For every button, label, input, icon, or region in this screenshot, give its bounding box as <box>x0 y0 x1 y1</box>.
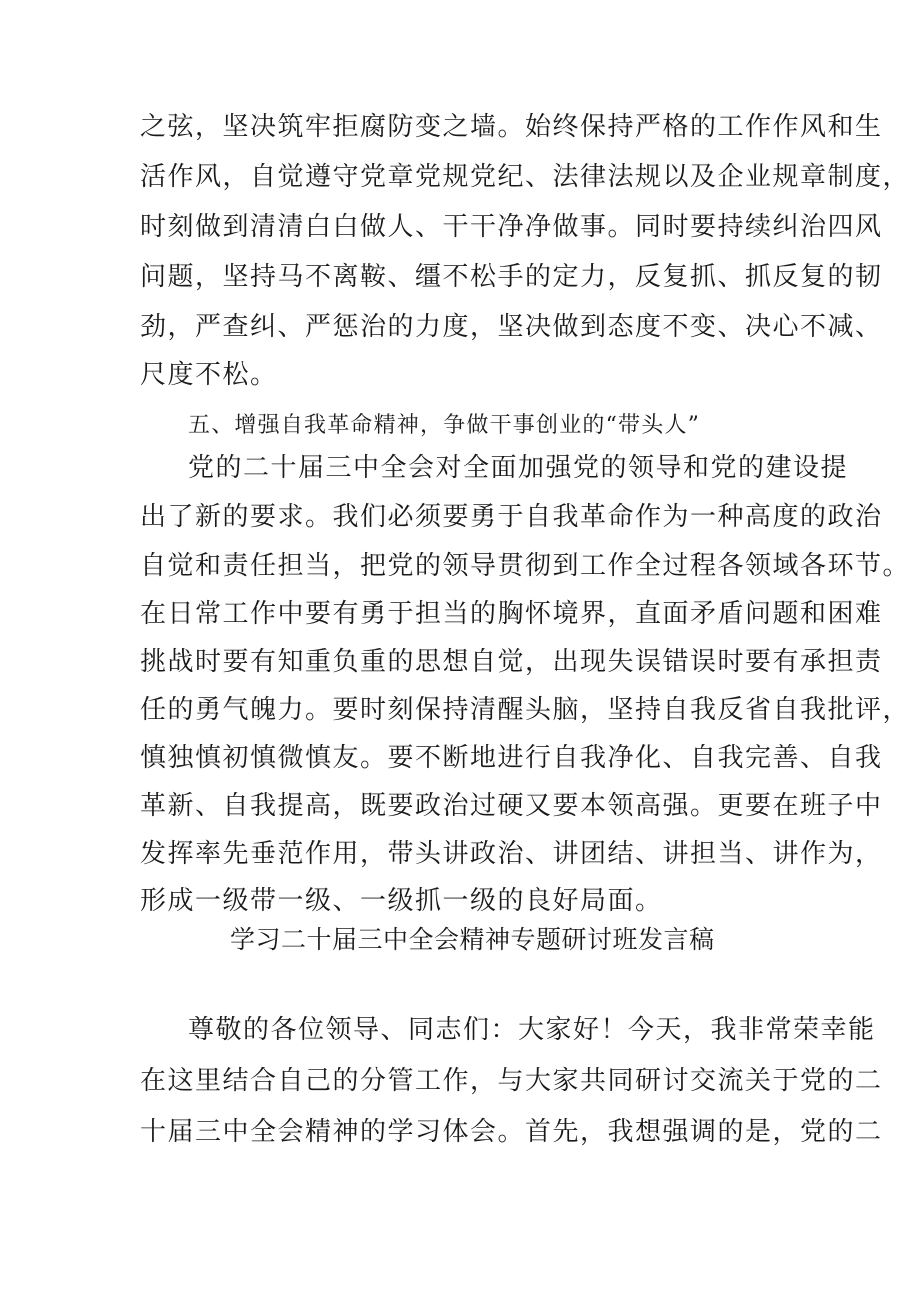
paragraph-line: 党的二十届三中全会对全面加强党的领导和党的建设提 <box>188 453 849 483</box>
paragraph-line: 慎独慎初慎微慎友。要不断地进行自我净化、自我完善、自我 <box>140 743 883 773</box>
paragraph-line: 活作风，自觉遵守党章党规党纪、法律法规以及企业规章制度， <box>140 162 911 192</box>
paragraph-line: 革新、自我提高，既要政治过硬又要本领高强。更要在班子中 <box>140 791 883 821</box>
document-title: 学习二十届三中全会精神专题研讨班发言稿 <box>230 925 715 954</box>
paragraph-line: 尊敬的各位领导、同志们：大家好！今天，我非常荣幸能 <box>188 1015 876 1045</box>
paragraph-line: 十届三中全会精神的学习体会。首先，我想强调的是，党的二 <box>140 1117 883 1147</box>
paragraph-line: 尺度不松。 <box>140 360 278 390</box>
paragraph-line: 之弦，坚决筑牢拒腐防变之墙。始终保持严格的工作作风和生 <box>140 112 883 142</box>
paragraph-line: 在日常工作中要有勇于担当的胸怀境界，直面矛盾问题和困难 <box>140 599 883 629</box>
paragraph-line: 劲，严查纠、严惩治的力度，坚决做到态度不变、决心不减、 <box>140 312 883 342</box>
paragraph-line: 自觉和责任担当，把党的领导贯彻到工作全过程各领域各环节。 <box>140 551 911 581</box>
paragraph-line: 时刻做到清清白白做人、干干净净做事。同时要持续纠治四风 <box>140 212 883 242</box>
paragraph-line: 出了新的要求。我们必须要勇于自我革命作为一种高度的政治 <box>140 502 883 532</box>
paragraph-line: 形成一级带一级、一级抓一级的良好局面。 <box>140 886 663 916</box>
paragraph-line: 在这里结合自己的分管工作，与大家共同研讨交流关于党的二 <box>140 1066 883 1096</box>
paragraph-line: 发挥率先垂范作用，带头讲政治、讲团结、讲担当、讲作为， <box>140 839 883 869</box>
paragraph-line: 问题，坚持马不离鞍、缰不松手的定力，反复抓、抓反复的韧 <box>140 262 883 292</box>
section-heading: 五、增强自我革命精神，争做干事创业的“带头人” <box>188 413 701 438</box>
paragraph-line: 任的勇气魄力。要时刻保持清醒头脑，坚持自我反省自我批评， <box>140 695 911 725</box>
paragraph-line: 挑战时要有知重负重的思想自觉，出现失误错误时要有承担责 <box>140 647 883 677</box>
